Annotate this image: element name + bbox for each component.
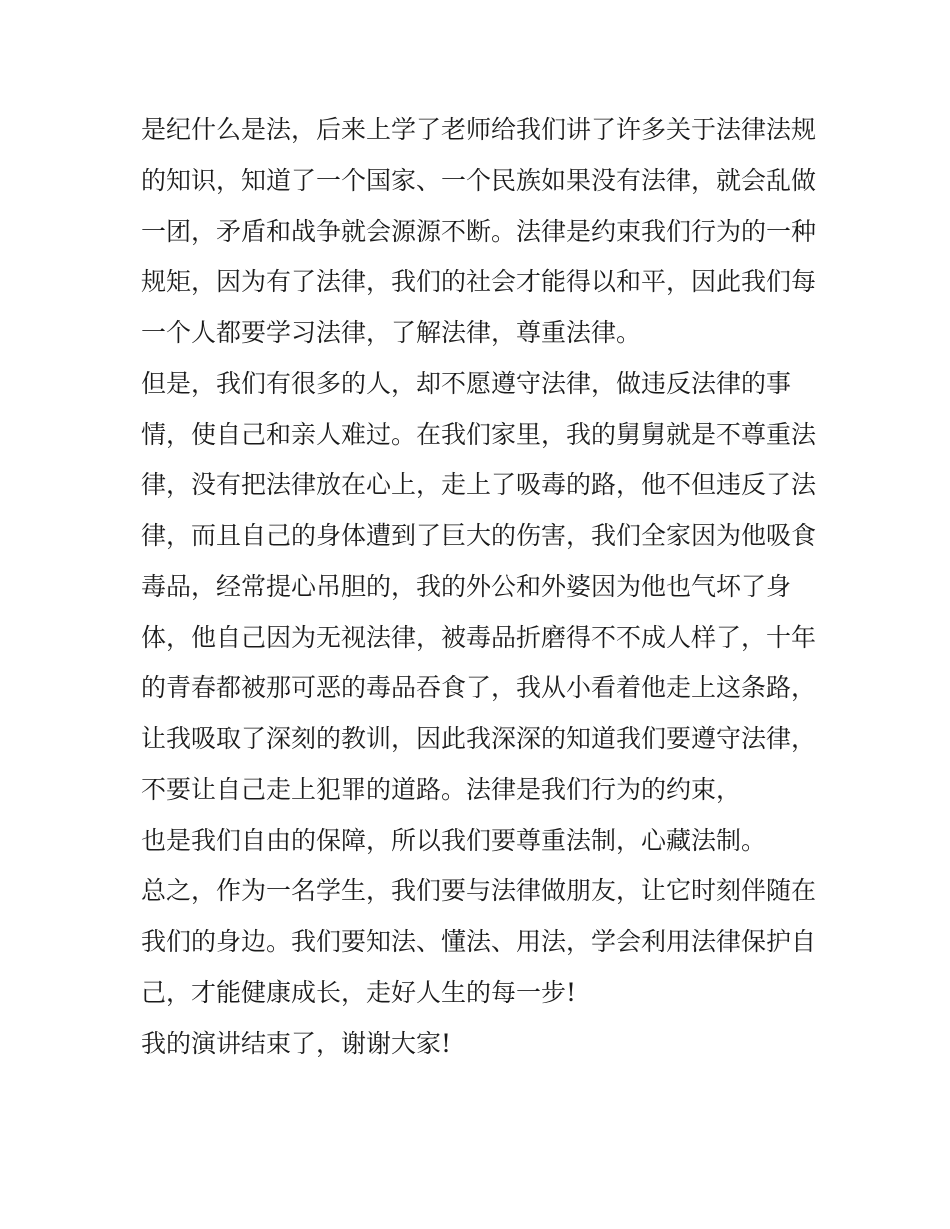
text-line: 也是我们自由的保障，所以我们要尊重法制，心藏法制。: [141, 825, 767, 855]
text-line: 总之，作为一名学生，我们要与法律做朋友，让它时刻伴随在: [141, 876, 817, 906]
text-line: 体，他自己因为无视法律，被毒品折磨得不不成人样了，十年: [141, 622, 817, 652]
text-line: 律，没有把法律放在心上，走上了吸毒的路，他不但违反了法: [141, 470, 817, 500]
text-line: 但是，我们有很多的人，却不愿遵守法律，做违反法律的事: [141, 368, 792, 398]
text-line: 我的演讲结束了，谢谢大家!: [141, 1028, 452, 1058]
speech-text: [141, 108, 841, 1072]
text-line: 的青春都被那可恶的毒品吞食了，我从小看着他走上这条路，: [141, 673, 817, 703]
text-line: 律，而且自己的身体遭到了巨大的伤害，我们全家因为他吸食: [141, 521, 817, 550]
text-line: 的知识，知道了一个国家、一个民族如果没有法律，就会乱做: [141, 165, 817, 195]
text-line: 一团，矛盾和战争就会源源不断。法律是约束我们行为的一种: [141, 216, 817, 246]
text-line: 是纪什么是法，后来上学了老师给我们讲了许多关于法律法规: [141, 115, 817, 144]
text-line: 不要让自己走上犯罪的道路。法律是我们行为的约束，: [141, 774, 742, 804]
text-line: 情，使自己和亲人难过。在我们家里，我的舅舅就是不尊重法: [141, 419, 817, 449]
text-line: 规矩，因为有了法律，我们的社会才能得以和平，因此我们每: [141, 267, 817, 297]
text-line: 一个人都要学习法律，了解法律，尊重法律。: [141, 318, 642, 347]
text-line: 己，才能健康成长，走好人生的每一步!: [141, 977, 577, 1007]
text-line: 我们的身边。我们要知法、懂法、用法，学会利用法律保护自: [141, 927, 817, 956]
text-line: 毒品，经常提心吊胆的，我的外公和外婆因为他也气坏了身: [141, 571, 792, 601]
text-line: 让我吸取了深刻的教训，因此我深深的知道我们要遵守法律，: [141, 724, 817, 753]
